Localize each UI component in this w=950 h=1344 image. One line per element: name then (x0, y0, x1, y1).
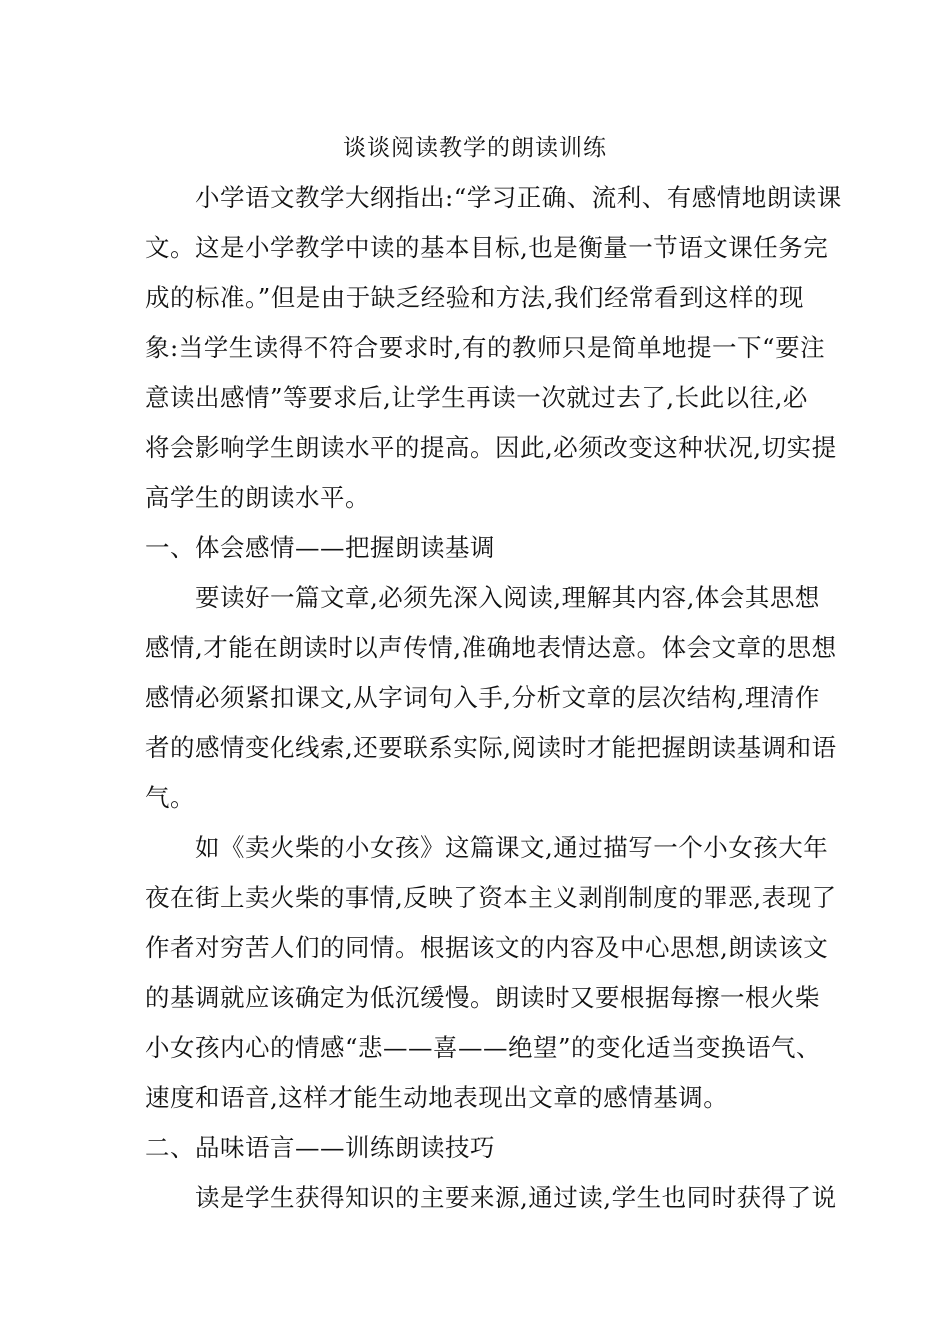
paragraph-line: 小女孩内心的情感“悲——喜——绝望”的变化适当变换语气、 (145, 1033, 822, 1062)
paragraph-line: 感情必须紧扣课文,从字词句入手,分析文章的层次结构,理清作 (145, 683, 820, 712)
paragraph-line: 成的标准。”但是由于缺乏经验和方法,我们经常看到这样的现 (145, 283, 805, 312)
paragraph-line: 小学语文教学大纲指出:“学习正确、流利、有感情地朗读课 (145, 183, 842, 212)
paragraph-line: 读是学生获得知识的主要来源,通过读,学生也同时获得了说 (145, 1183, 837, 1212)
paragraph-line: 速度和语音,这样才能生动地表现出文章的感情基调。 (145, 1083, 729, 1112)
paragraph-line: 高学生的朗读水平。 (145, 483, 370, 512)
paragraph-line: 夜在街上卖火柴的事情,反映了资本主义剥削制度的罪恶,表现了 (145, 883, 837, 912)
paragraph-line: 感情,才能在朗读时以声传情,准确地表情达意。体会文章的思想 (145, 633, 837, 662)
paragraph-line: 如《卖火柴的小女孩》这篇课文,通过描写一个小女孩大年 (145, 833, 829, 862)
paragraph-line: 的基调就应该确定为低沉缓慢。朗读时又要根据每擦一根火柴 (145, 983, 820, 1012)
document-title: 谈谈阅读教学的朗读训练 (343, 135, 607, 161)
paragraph-line: 将会影响学生朗读水平的提高。因此,必须改变这种状况,切实提 (145, 433, 837, 462)
paragraph-line: 者的感情变化线索,还要联系实际,阅读时才能把握朗读基调和语 (145, 733, 837, 762)
paragraph-line: 象:当学生读得不符合要求时,有的教师只是简单地提一下“要注 (145, 333, 826, 362)
paragraph-line: 文。这是小学教学中读的基本目标,也是衡量一节语文课任务完 (145, 233, 829, 262)
paragraph-line: 意读出感情”等要求后,让学生再读一次就过去了,长此以往,必 (145, 383, 808, 412)
paragraph-line: 作者对穷苦人们的同情。根据该文的内容及中心思想,朗读该文 (145, 933, 829, 962)
section-heading: 二、品味语言——训练朗读技巧 (145, 1133, 495, 1162)
section-heading: 一、体会感情——把握朗读基调 (145, 533, 495, 562)
paragraph-line: 气。 (145, 783, 195, 812)
paragraph-line: 要读好一篇文章,必须先深入阅读,理解其内容,体会其思想 (145, 583, 820, 612)
